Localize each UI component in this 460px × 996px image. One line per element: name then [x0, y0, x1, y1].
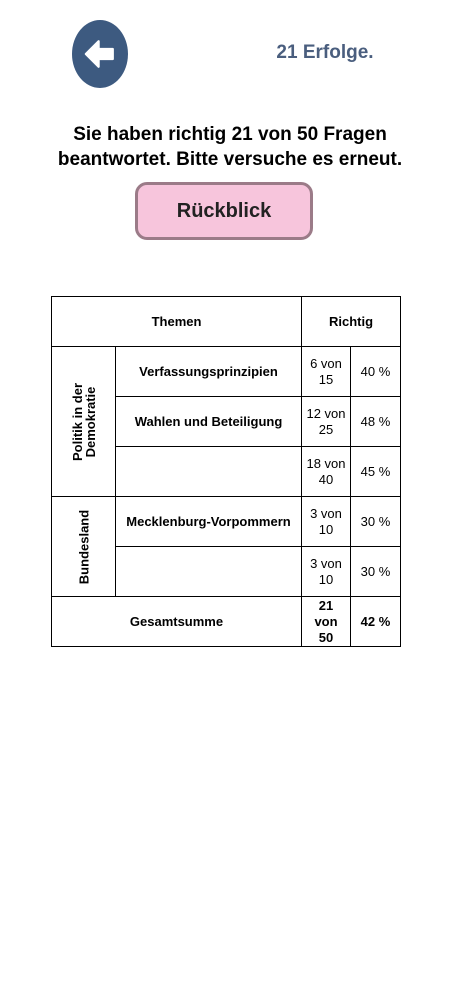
count-text: 12 von 25 [306, 405, 346, 437]
count-text: 18 von 40 [306, 455, 346, 487]
table-row [52, 497, 401, 547]
review-button[interactable]: Rückblick [135, 182, 313, 240]
count-cell: 6 von 15 [302, 347, 351, 397]
percent-cell: 40 % [351, 347, 401, 397]
group-label-text: Politik in der Demokratie [69, 382, 98, 461]
results-table [51, 296, 401, 647]
result-message: Sie haben richtig 21 von 50 Fragen beantwortet. Bitte versuche es erneut. [57, 124, 403, 170]
arrow-left-icon [83, 37, 117, 71]
count-text: 21 von 50 [314, 597, 338, 645]
topic-cell: Verfassungsprinzipien [116, 347, 302, 397]
header-topics: Themen [52, 297, 302, 347]
header-correct: Richtig [302, 297, 401, 347]
total-count [302, 597, 351, 647]
back-button[interactable] [72, 20, 128, 88]
success-count: 21 Erfolge. [276, 42, 374, 63]
group-label-text: Bundesland [76, 509, 91, 584]
group-label-bundesland [52, 497, 116, 597]
topic-cell: Mecklenburg-Vorpommern [116, 497, 302, 547]
total-percent: 42 % [351, 597, 401, 647]
table-row-total [52, 597, 401, 647]
total-label: Gesamtsumme [52, 597, 302, 647]
percent-cell: 48 % [351, 397, 401, 447]
count-cell: 3 von 10 [302, 497, 351, 547]
count-cell [302, 447, 351, 497]
subtotal-empty-cell [116, 447, 302, 497]
percent-cell: 45 % [351, 447, 401, 497]
table-row [52, 347, 401, 397]
topic-cell: Wahlen und Beteiligung [116, 397, 302, 447]
subtotal-empty-cell [116, 547, 302, 597]
count-cell [302, 397, 351, 447]
percent-cell: 30 % [351, 497, 401, 547]
percent-cell: 30 % [351, 547, 401, 597]
group-label-politik [52, 347, 116, 497]
table-header-row [52, 297, 401, 347]
count-cell: 3 von 10 [302, 547, 351, 597]
